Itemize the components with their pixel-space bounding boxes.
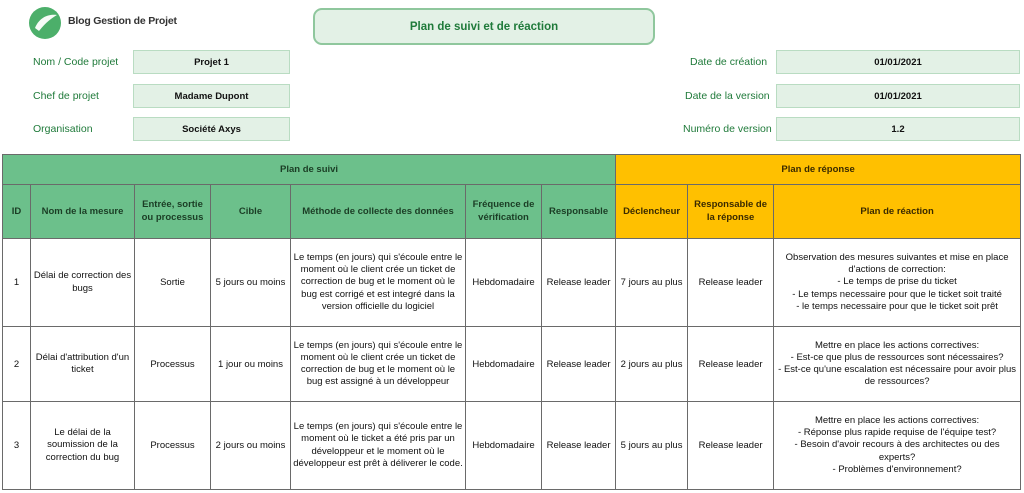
row-name: Délai de correction des bugs — [31, 239, 135, 327]
row-id: 1 — [3, 239, 31, 327]
row-target: 5 jours ou moins — [211, 239, 291, 327]
project-name-label: Nom / Code projet — [33, 56, 119, 68]
row-method — [291, 327, 466, 402]
row-id: 2 — [3, 327, 31, 402]
version-number-label: Numéro de version — [683, 123, 772, 135]
row-plan-text: Observation des mesures suivantes et mise en place d'actions de correction: - Le temps de prise du ticket - Le temps necessaire pour que le ticket soit traité - le temps necessaire pour que le ticket soit prêt — [785, 251, 1009, 312]
row-response-owner: Release leader — [688, 239, 774, 327]
row-response-owner: Release leader — [688, 402, 774, 490]
col-name: Nom de la mesure — [31, 185, 135, 239]
col-type: Entrée, sortie ou processus — [135, 185, 211, 239]
col-method: Méthode de collecte des données — [291, 185, 466, 239]
row-owner: Release leader — [542, 402, 616, 490]
col-frequency: Fréquence de vérification — [466, 185, 542, 239]
col-reaction-plan: Plan de réaction — [774, 185, 1021, 239]
follow-plan-header: Plan de suivi — [3, 155, 616, 185]
table-row — [3, 402, 1021, 490]
creation-date-field[interactable]: 01/01/2021 — [776, 50, 1020, 74]
table-row — [3, 327, 1021, 402]
row-method-text: Le temps (en jours) qui s'écoule entre le moment où le client crée un ticket de correction de bug et le moment où le bug est assigné à un développeur — [293, 339, 463, 388]
col-response-owner: Responsable de la réponse — [688, 185, 774, 239]
row-reaction-plan: Mettre en place les actions correctives: - Est-ce que plus de ressources sont nécessaires? - Est-ce qu'une escalation est nécessaire pour avoir plus de ressources? — [774, 327, 1021, 402]
row-name: Le délai de la soumission de la correction du bug — [31, 402, 135, 490]
project-name-field[interactable]: Projet 1 — [133, 50, 290, 74]
row-trigger: 5 jours au plus — [616, 402, 688, 490]
row-reaction-plan — [774, 239, 1021, 327]
row-type: Processus — [135, 402, 211, 490]
row-frequency: Hebdomadaire — [466, 327, 542, 402]
organisation-label: Organisation — [33, 123, 93, 135]
row-frequency: Hebdomadaire — [466, 402, 542, 490]
row-trigger: 2 jours au plus — [616, 327, 688, 402]
version-date-label: Date de la version — [685, 90, 770, 102]
logo-text: Blog Gestion de Projet — [68, 15, 177, 27]
row-reaction-plan: Mettre en place les actions correctives: - Réponse plus rapide requise de l'équipe test? - Besoin d'avoir recours à des architectes ou des experts? - Problèmes d'environnement? — [774, 402, 1021, 490]
table-row — [3, 239, 1021, 327]
logo — [28, 6, 178, 40]
project-manager-field[interactable]: Madame Dupont — [133, 84, 290, 108]
follow-up-table — [2, 154, 1021, 490]
row-response-owner: Release leader — [688, 327, 774, 402]
page-title: Plan de suivi et de réaction — [313, 8, 655, 45]
row-type: Sortie — [135, 239, 211, 327]
project-manager-label: Chef de projet — [33, 90, 99, 102]
row-trigger: 7 jours au plus — [616, 239, 688, 327]
col-owner: Responsable — [542, 185, 616, 239]
organisation-field[interactable]: Société Axys — [133, 117, 290, 141]
response-plan-header: Plan de réponse — [616, 155, 1021, 185]
row-id: 3 — [3, 402, 31, 490]
row-target: 2 jours ou moins — [211, 402, 291, 490]
meta-labels — [676, 50, 776, 142]
row-owner: Release leader — [542, 239, 616, 327]
version-date-field[interactable]: 01/01/2021 — [776, 84, 1020, 108]
creation-date-label: Date de création — [690, 56, 768, 68]
row-method — [291, 239, 466, 327]
row-method: Le temps (en jours) qui s'écoule entre le moment où le ticket a été pris par un développeur et le moment où le développeur est prêt à déliverer le code. — [291, 402, 466, 490]
version-number-field[interactable]: 1.2 — [776, 117, 1020, 141]
col-target: Cible — [211, 185, 291, 239]
row-type: Processus — [135, 327, 211, 402]
row-name: Délai d'attribution d'un ticket — [31, 327, 135, 402]
row-owner: Release leader — [542, 327, 616, 402]
col-id: ID — [3, 185, 31, 239]
col-trigger: Déclencheur — [616, 185, 688, 239]
leaf-icon — [28, 6, 62, 40]
row-target: 1 jour ou moins — [211, 327, 291, 402]
row-method-text: Le temps (en jours) qui s'écoule entre le moment où le client crée un ticket de correction de bug et le moment où le bug est corrigé et est integré dans la version officielle du logiciel — [293, 251, 463, 312]
row-frequency: Hebdomadaire — [466, 239, 542, 327]
